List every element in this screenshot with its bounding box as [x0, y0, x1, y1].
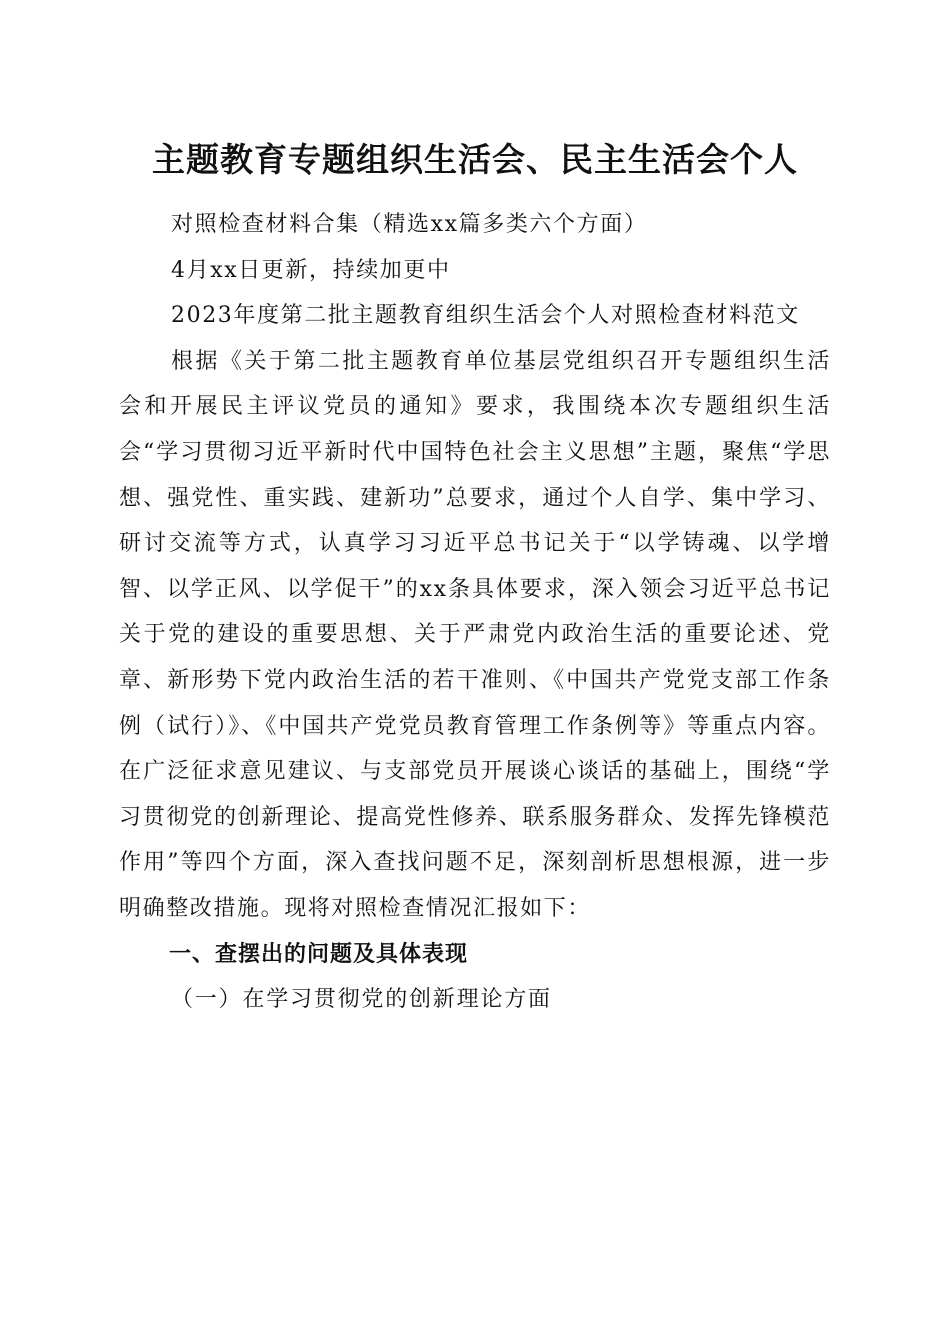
section-heading: 一、查摆出的问题及具体表现 [169, 941, 469, 967]
document-body [119, 202, 831, 1023]
intro-paragraph: 根据《关于第二批主题教育单位基层党组织召开专题组织生活会和开展民主评议党员的通知》要求，我围绕本次专题组织生活会“学习贯彻习近平新时代中国特色社会主义思想”主题，聚焦“学思想、强党性、重实践、建新功”总要求，通过个人自学、集中学习、研讨交流等方式，认真学习习近平总书记关于“以学铸魂、以学增智、以学正风、以学促干”的xx条具体要求，深入领会习近平总书记关于党的建设的重要思想、关于严肃党内政治生活的重要论述、党章、新形势下党内政治生活的若干准则、《中国共产党党支部工作条例（试行）》、《中国共产党党员教育管理工作条例等》等重点内容。在广泛征求意见建议、与支部党员开展谈心谈话的基础上，围绕“学习贯彻党的创新理论、提高党性修养、联系服务群众、发挥先锋模范作用”等四个方面，深入查找问题不足，深刻剖析思想根源，进一步明确整改措施。现将对照检查情况汇报如下： [119, 348, 831, 921]
subsection-heading: （一）在学习贯彻党的创新理论方面 [171, 987, 552, 1013]
sample-title-paragraph: 2023年度第二批主题教育组织生活会个人对照检查材料范文 [171, 303, 800, 329]
subtitle-paragraph: 对照检查材料合集（精选xx篇多类六个方面） [171, 212, 648, 237]
update-note-paragraph: 4月xx日更新，持续加更中 [171, 257, 451, 283]
document-title: 主题教育专题组织生活会、民主生活会个人 [152, 140, 798, 179]
